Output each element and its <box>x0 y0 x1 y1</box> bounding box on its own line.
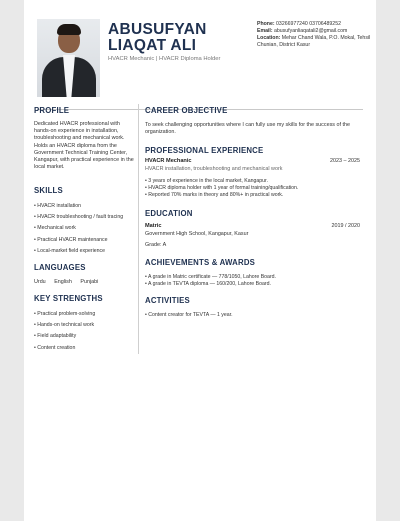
education-heading: EDUCATION <box>145 209 193 218</box>
experience-bullets <box>145 178 298 200</box>
job-title: HVACR Mechanic <box>145 158 192 164</box>
languages-heading: LANGUAGES <box>34 263 86 272</box>
achievements-heading: ACHIEVEMENTS & AWARDS <box>145 258 256 267</box>
experience-bullet: • HVACR diploma holder with 1 year of formal training/qualification. <box>145 185 299 192</box>
education-row <box>145 223 360 229</box>
education-date: 2019 / 2020 <box>331 223 360 229</box>
column-divider <box>138 104 139 354</box>
contact-block <box>257 21 375 49</box>
activity-item: • Content creator for TEVTA — 1 year. <box>145 312 233 318</box>
skill-item: • Local-market field experience <box>34 247 106 254</box>
experience-bullet: • 3 years of experience in the local market, Kangapur. <box>145 178 268 184</box>
activities-heading: ACTIVITIES <box>145 296 190 305</box>
language-item: Urdu <box>34 279 46 285</box>
achievement-item: • A grade in TEVTA diploma — 160/200, Lahore Board. <box>145 281 271 288</box>
objective-text: To seek challenging opportunities where I can fully use my skills for the success of the organization. <box>145 122 350 136</box>
degree-name: Matric <box>145 223 162 229</box>
languages-list <box>34 279 105 285</box>
experience-heading: PROFESSIONAL EXPERIENCE <box>145 146 264 155</box>
strength-item: • Practical problem-solving <box>34 311 96 317</box>
skill-item: • Practical HVACR maintenance <box>34 236 108 243</box>
profile-text: Dedicated HVACR professional with hands-on experience in installation, troubleshooting and mechanical work. Holds an HVACR diploma from the Government Technical Training Center, Kangapur, with practical experience in the local market. <box>34 121 134 171</box>
profile-heading: PROFILE <box>34 106 70 115</box>
candidate-name: ABUSUFYAN LIAQAT ALI <box>108 21 207 54</box>
education-grade: Grade: A <box>145 242 167 248</box>
profile-photo <box>37 19 100 97</box>
strength-item: • Content creation <box>34 344 76 351</box>
skill-item: • HVACR installation <box>34 203 81 209</box>
strengths-heading: KEY STRENGTHS <box>34 294 103 303</box>
skills-list <box>34 203 123 259</box>
candidate-subtitle: HVACR Mechanic | HVACR Diploma Holder <box>108 56 221 62</box>
contact-email[interactable]: Email: abusufyanliaqatali2@gmail.com <box>257 28 348 34</box>
language-item: English <box>54 279 72 285</box>
experience-bullet: • Reported 70% marks in theory and 80%+ in practical work. <box>145 192 284 199</box>
language-item: Punjabi <box>80 279 99 285</box>
objective-heading: CAREER OBJECTIVE <box>145 106 228 115</box>
job-date: 2023 – 2025 <box>330 158 360 164</box>
strength-item: • Field adaptability <box>34 333 77 340</box>
contact-location: Location: Mehar Chand Wala, P.O. Mokal, Tehsil Chunian, District Kasur <box>257 35 371 48</box>
skill-item: • HVACR troubleshooting / fault tracing <box>34 214 124 221</box>
contact-phone: Phone: 03266977240 03706489252 <box>257 21 341 27</box>
resume-page <box>24 0 376 521</box>
experience-title-row <box>145 158 360 164</box>
strengths-list <box>34 311 95 356</box>
job-subtitle: HVACR installation, troubleshooting and mechanical work <box>145 166 283 172</box>
skills-heading: SKILLS <box>34 186 63 195</box>
achievements-list <box>145 274 276 288</box>
achievement-item: • A grade in Matric certificate — 778/1050, Lahore Board. <box>145 274 277 280</box>
strength-item: • Hands-on technical work <box>34 322 95 329</box>
school-name: Government High School, Kangapur, Kasur <box>145 231 249 237</box>
skill-item: • Mechanical work <box>34 225 76 232</box>
activities-list <box>145 312 233 319</box>
